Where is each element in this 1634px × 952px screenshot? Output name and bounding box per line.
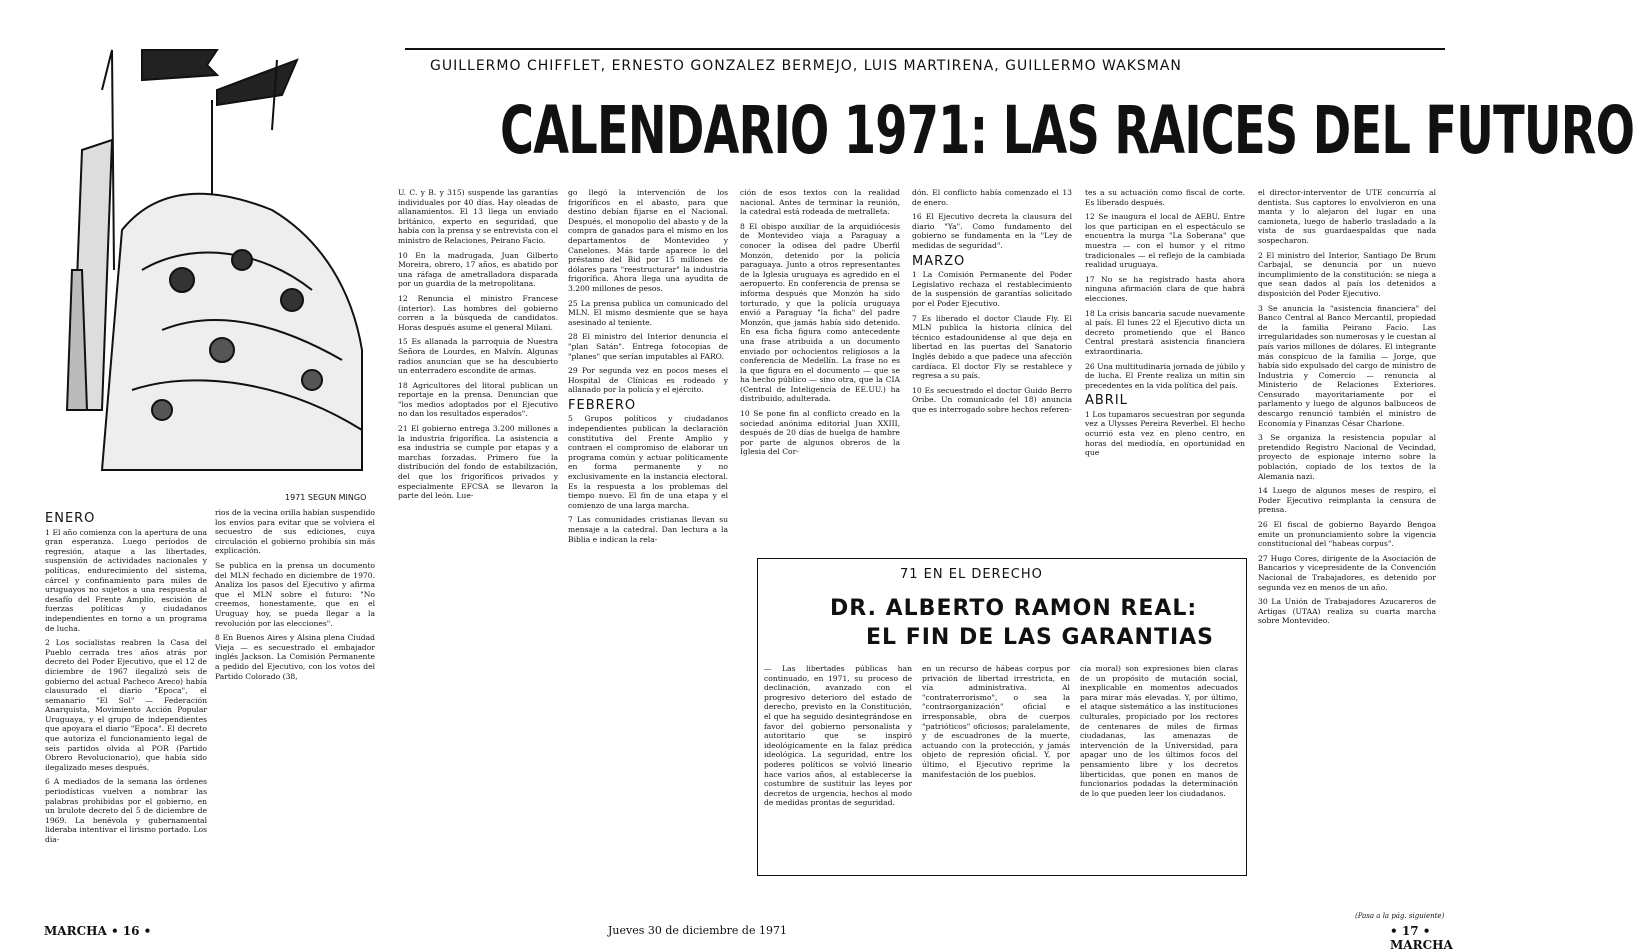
entry: 8 El obispo auxiliar de la arquidiócesis de Montevideo viaja a Paraguay a conocer la odisea del padre Uberfil Monzón, detenido por la policía paraguaya. Junto a otros representantes de la Iglesia uruguaya es agredido en el aeropuerto. En conferencia de prensa se informa después que Monzón ha sido torturado, y que la policía uruguaya envió a Paraguay "la ficha" del padre Monzón, que jamás había sido detenido. En esa ficha figura como antecedente una frase atribuida a un documento enviado por ochocientos religiosos a la conferencia de Medellín. La frase no es la que figura en el documento — que se ha hecho público — sino otra, que la CIA (Central de Inteligencia de EE.UU.) ha distribuido, adulterada. [740, 221, 900, 404]
column-8 [1258, 188, 1436, 906]
page-title: CALENDARIO 1971: LAS RAICES DEL FUTURO [500, 92, 1634, 169]
entry: 17 No se ha registrado hasta ahora ninguna afirmación clara de que habrá elecciones. [1085, 274, 1245, 303]
inset-title-line1: DR. ALBERTO RAMON REAL: [830, 596, 1198, 621]
entry: 3 Se organiza la resistencia popular al pretendido Registro Nacional de Vecindad, proyecto de espionaje interno sobre la población, copiado de los textos de la Alemania nazi. [1258, 433, 1436, 481]
entry: 28 El ministro del Interior denuncia el "plan Satán". Entrega fotocopias de "planes" que serían imputables al FARO. [568, 332, 728, 361]
entry: 10 Se pone fin al conflicto creado en la sociedad anónima editorial Juan XXIII, después de 20 días de huelga de hambre por parte de algunos obreros de la Iglesia del Cor- [740, 409, 900, 457]
footer-date: Jueves 30 de diciembre de 1971 [608, 924, 787, 937]
continued-note: (Pasa a la pág. siguiente) [1355, 912, 1445, 920]
entry: Se publica en la prensa un documento del MLN fechado en diciembre de 1970. Analiza los pasos del Ejecutivo y afirma que el MLN sobre el futuro: "No creemos, honestamente, que en el Uruguay hoy, se pueda llegar a la revolución por las elecciones". [215, 560, 375, 628]
inset-text: en un recurso de hábeas corpus por privación de libertad irrestricta, en vía administrativa. Al "contraterrorismo", o sea la "contraorganización" oficial e irresponsable, obra de cuerpos "patrióticos" oficiosos; paralelamente, y de escuadrones de la muerte, actuando con la protección, y jamás objeto de represión oficial. Y, por último, el Ejecutivo reprime la manifestación de los pueblos. [922, 664, 1070, 779]
inset-column-2 [922, 664, 1070, 869]
month-heading-marzo: MARZO [912, 253, 966, 269]
entry: 26 El fiscal de gobierno Bayardo Bengoa emite un pronunciamiento sobre la vigencia constitucional del "habeas corpus". [1258, 520, 1436, 549]
entry: 10 En la madrugada, Juan Gilberto Moreira, obrero, 17 años, es abatido por una ráfaga de ametralladora disparada por un guardia de la metropolitana. [398, 250, 558, 289]
entry: 18 Agricultores del litoral publican un reportaje en la prensa. Denuncian que "los medios adoptados por el Ejecutivo no dan los resultados esperados". [398, 380, 558, 419]
entry: 1 El año comienza con la apertura de una gran esperanza. Luego períodos de regresión, ataque a las libertades, suspensión de actividades nacionales y políticas, endurecimiento del sistema, cárcel y confinamiento para miles de uruguayos no sujetos a una respuesta al desafío del Frente Amplio, escisión de fuerzas políticas y ciudadanos independientes en torno a un programa de lucha. [45, 527, 207, 633]
column-6 [912, 188, 1072, 548]
column-5 [740, 188, 900, 548]
entry: 12 Renuncia el ministro Francese (interior). Las hombres del gobierno corren a la búsqueda de candidatos. Horas después asume el general Milani. [398, 293, 558, 332]
entry: 6 A mediados de la semana las órdenes periodísticas vuelven a nombrar las palabras prohibidas por el gobierno, en un brulote decreto del 5 de diciembre de 1969. La benévola y gubernamental lideraba intentivar el lirismo portado. Los dia- [45, 777, 207, 844]
flag-crowd-illustration [42, 30, 382, 490]
inset-text: cia moral) son expresiones bien claras de un propósito de mutación social, inexplicable en momentos adecuados para mirar más elevadas. Y, por último, el ataque sistemático a las instituciones culturales, propiciado por los rectores de centenares de miles de firmas ciudadanas, las amenazas de intervención de la Universidad, para apagar uno de los últimos focos del pensamiento libre y los decretos liberticidas, que ponen en manos de funcionarios podadas la determinación de lo que pueden leer los ciudadanos. [1080, 664, 1238, 798]
column-4 [568, 188, 728, 910]
entry: 1 La Comisión Permanente del Poder Legislativo rechaza el restablecimiento de la suspensión de garantías solicitado por el Poder Ejecutivo. [912, 270, 1072, 308]
entry: 25 La prensa publica un comunicado del MLN. El mismo desmiente que se haya asesinado al teniente. [568, 298, 728, 327]
footer-left: MARCHA • 16 • [44, 924, 152, 938]
entry: 16 El Ejecutivo decreta la clausura del diario "Ya". Como fundamento del gobierno se fundamenta en la "Ley de medidas de seguridad". [912, 212, 1072, 250]
entry: 1 Los tupamaros secuestran por segunda vez a Ulysses Pereira Reverbel. El hecho ocurrió esta vez en pleno centro, en horas del mediodía, en oportunidad en que [1085, 409, 1245, 458]
entry: 26 Una multitudinaria jornada de júbilo y de lucha. El Frente realiza un mitin sin precedentes en la vida política del país. [1085, 361, 1245, 390]
entry: 7 Las comunidades cristianas llevan su mensaje a la catedral. Dan lectura a la Biblia e indican la rela- [568, 515, 728, 544]
entry: 10 Es secuestrado el doctor Guido Berro Oribe. Un comunicado (el 18) anuncia que es interrogado sobre hechos referen- [912, 385, 1072, 414]
inset-title-line2: EL FIN DE LAS GARANTIAS [866, 625, 1215, 650]
entry: 5 Grupos políticos y ciudadanos independientes publican la declaración constitutiva del Frente Amplio y contraen el compromiso de elaborar un programa común y actuar políticamente en forma permanente y no exclusivamente en la instancia electoral. Es la respuesta a los problemas del tiempo nuevo. El fin de una etapa y el comienzo de una larga marcha. [568, 414, 728, 510]
inset-kicker: 71 EN EL DERECHO [900, 567, 1043, 582]
column-3 [398, 188, 558, 910]
header-rule [405, 48, 1445, 50]
month-heading-enero: ENERO [45, 511, 96, 526]
entry: dón. El conflicto había comenzado el 13 de enero. [912, 188, 1072, 207]
entry: 7 Es liberado el doctor Claude Fly. El MLN publica la historia clínica del técnico estadounidense al que deja en libertad en las puertas del Sanatorio Inglés debido a que padece una afección cardíaca. El doctor Fly se restablece y regresa a su país. [912, 313, 1072, 381]
column-1 [45, 508, 207, 913]
inset-column-1 [764, 664, 912, 869]
entry: 29 Por segunda vez en pocos meses el Hospital de Clínicas es rodeado y allanado por la policía y el ejército. [568, 366, 728, 395]
illustration-caption: 1971 SEGUN MINGO [285, 493, 367, 502]
entry: 21 El gobierno entrega 3.200 millones a la industria frigorífica. La asistencia a esa industria se cumple por etapas y a marchas forzadas. Primero fue la distribución del fondo de estabilización, del que los frigoríficos privados y especialmente EFCSA se llevaron la parte del león. Lue- [398, 424, 558, 501]
entry: 3 Se anuncia la "asistencia financiera" del Banco Central al Banco Mercantil, propiedad de la familia Peirano Facio. Las irregularidades son numerosas y le cuestan al país varios millones de dólares. El integrante más conspicuo de la familia — Jorge, que había sido expulsado del cargo de ministro de Industria y Comercio — renuncia al Ministerio de Relaciones Exteriores. Censurado mayoritariamente por el parlamento y luego de algunos balbuceos de descargo renunció también el ministro de Economía y Finanzas César Charlone. [1258, 303, 1436, 428]
footer-right: • 17 • MARCHA [1390, 924, 1453, 952]
entry: 8 En Buenos Aires y Alsina plena Ciudad Vieja — es secuestrado el embajador inglés Jackson. La Comisión Permanente a pedido del Ejecutivo, con los votos del Partido Colorado (38, [215, 633, 375, 681]
entry: go llegó la intervención de los frigoríficos en el abasto, para que destino debían fijarse en el Nacional. Después, el monopolio del abasto y de la compra de ganados para el mismo en los departamentos de Montevideo y Canelones. Más tarde aparece lo del préstamo del Bid por 15 millones de dólares para "reestructurar" la industria frigorífica. Ahora llega una ayudita de 3.200 millones de pesos. [568, 188, 728, 293]
entry: tes a su actuación como fiscal de corte. Es liberado después. [1085, 188, 1245, 207]
entry: ción de esos textos con la realidad nacional. Antes de terminar la reunión, la catedral está rodeada de metralleta. [740, 188, 900, 217]
authors-line: GUILLERMO CHIFFLET, ERNESTO GONZALEZ BERMEJO, LUIS MARTIRENA, GUILLERMO WAKSMAN [430, 58, 1182, 74]
entry: 2 Los socialistas reabren la Casa del Pueblo cerrada tres años atrás por decreto del Poder Ejecutivo, que el 12 de diciembre de 1967 ilegalizó seis de gobierno del actual Pacheco Areco) había clausurado el diario "Epoca", el semanario "El Sol" — Federación Anarquista, Movimiento Acción Popular Uruguaya, y el grupo de independientes que apoyara el diario "Epoca". El decreto que autoriza el funcionamiento legal de seis partidos olvida al POR (Partido Obrero Revolucionario), que había sido ilegalizado meses después. [45, 638, 207, 772]
month-heading-abril: ABRIL [1085, 393, 1128, 409]
column-2 [215, 508, 375, 913]
entry: 30 La Unión de Trabajadores Azucareros de Artigas (UTAA) realiza su cuarta marcha sobre Montevideo. [1258, 597, 1436, 626]
entry: 14 Luego de algunos meses de respiro, el Poder Ejecutivo reimplanta la censura de prensa. [1258, 486, 1436, 515]
entry: 15 Es allanada la parroquia de Nuestra Señora de Lourdes, en Malvín. Algunas radios anuncian que se ha descubierto un enterradero escondite de armas. [398, 337, 558, 376]
entry: rios de la vecina orilla habían suspendido los envíos para evitar que se volviera el secuestro de sus ediciones, cuya circulación el gobierno prohibía sin más explicación. [215, 508, 375, 556]
entry: 18 La crisis bancaria sacude nuevamente al país. El lunes 22 el Ejecutivo dicta un decreto prometiendo que el Banco Central prestará asistencia financiera extraordinaria. [1085, 308, 1245, 356]
entry: U. C. y B. y 315) suspende las garantías individuales por 40 días. Hay oleadas de allanamientos. El 13 llega un enviado británico, experto en seguridad, que había con la prensa y se entrevista con el ministro de Relaciones, Peirano Facio. [398, 188, 558, 245]
inset-column-3 [1080, 664, 1238, 869]
column-7 [1085, 188, 1245, 548]
entry: 27 Hugo Cores, dirigente de la Asociación de Bancarios y vicepresidente de la Convención Nacional de Trabajadores, es detenido por segunda vez en menos de un año. [1258, 553, 1436, 592]
month-heading-febrero: FEBRERO [568, 397, 637, 413]
entry: el director-interventor de UTE concurría al dentista. Sus captores lo envolvieron en una manta y lo alejaron del lugar en una camioneta, luego de haberlo trasladado a la vista de sus guardaespaldas que nada sospecharon. [1258, 188, 1436, 245]
entry: 2 El ministro del Interior, Santiago De Brum Carbajal, se denuncia por un nuevo incumplimiento de la constitución: se niega a que sean dados al país los detenidos a disposición del Poder Ejecutivo. [1258, 250, 1436, 298]
entry: 12 Se inaugura el local de AEBU. Entre los que participan en el espectáculo se encuentra la murga "La Soberana" que muestra — con el humor y el ritmo tradicionales — el reflejo de la cambiada realidad uruguaya. [1085, 212, 1245, 270]
inset-text: — Las libertades públicas han continuado, en 1971, su proceso de declinación, avanzado con el progresivo deterioro del estado de derecho, previsto en la Constitución, el que ha seguido desintegrándose en favor del gobierno personalista y autoritario que se inspiró ideológicamente en la falaz prédica ideológica. La seguridad, entre los poderes políticos se volvió lineario hace varios años, al establecerse la costumbre de sustituir las leyes por decretos de urgencia, hechos al modo de medidas prontas de seguridad. [764, 664, 912, 808]
